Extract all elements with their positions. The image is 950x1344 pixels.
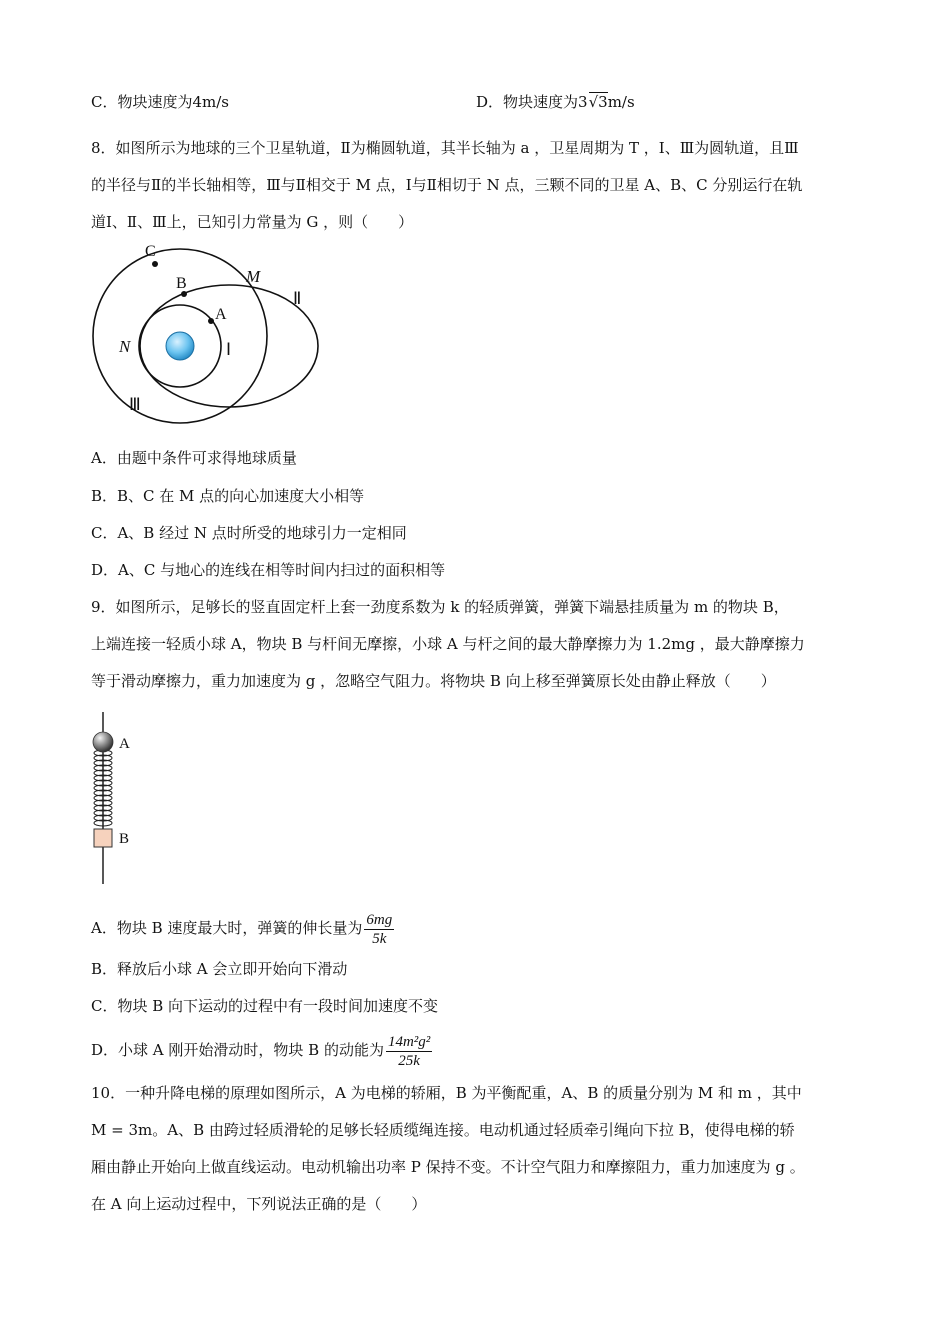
q8-stem-line1: 8．如图所示为地球的三个卫星轨道，Ⅱ为椭圆轨道，其半长轴为 a ，卫星周期为 T ，Ⅰ、Ⅲ为圆轨道，且Ⅲ [91,139,799,157]
q9-option-d [91,1030,434,1070]
q9-option-d-fraction: $\frac{\text{14m²g²}}{25k}$ [387,1033,431,1069]
q8-option-c: C．A、B 经过 N 点时所受的地球引力一定相同 [91,524,407,542]
q10-stem-line1: 10．一种升降电梯的原理如图所示，A 为电梯的轿厢，B 为平衡配重，A、B 的质量分别为 M 和 m ，其中 [91,1084,802,1102]
label-b: B [119,831,130,847]
q8-orbit-figure [86,236,326,436]
label-b: B [176,275,187,292]
q10-stem-line4: 在 A 向上运动过程中，下列说法正确的是（ ） [91,1195,427,1213]
q7-option-d [476,91,635,113]
label-n: N [119,337,131,356]
q8-option-b: B．B、C 在 M 点的向心加速度大小相等 [91,487,365,505]
q9-option-a [91,908,396,948]
q9-stem-line1: 9．如图所示，足够长的竖直固定杆上套一劲度系数为 k 的轻质弹簧，弹簧下端悬挂质量为 m 的物块 B， [91,598,789,616]
q8-stem-line2: 的半径与Ⅱ的半长轴相等，Ⅲ与Ⅱ相交于 M 点，Ⅰ与Ⅱ相切于 N 点，三颗不同的卫星 A、B、C 分别运行在轨 [91,176,803,194]
label-a: A [215,306,227,323]
label-orbit-i: Ⅰ [226,340,232,359]
q9-stem-line3: 等于滑动摩擦力，重力加速度为 g ，忽略空气阻力。将物块 B 向上移至弹簧原长处由静止释放（ ） [91,672,776,690]
q7-option-d-prefix: D．物块速度为3 [476,93,588,111]
q9-spring-figure [86,710,146,888]
q8-option-d: D．A、C 与地心的连线在相等时间内扫过的面积相等 [91,561,446,579]
ball-a [93,732,113,752]
earth-icon [166,332,194,360]
q8-option-a: A．由题中条件可求得地球质量 [91,449,297,467]
block-b [94,829,112,847]
label-orbit-ii: Ⅱ [293,289,302,308]
q8-stem-line3: 道Ⅰ、Ⅱ、Ⅲ上，已知引力常量为 G ，则（ ） [91,213,414,231]
label-a: A [119,736,130,752]
q9-option-a-fraction: $\frac{6mg}{5k}$ [366,911,393,947]
q7-option-c: C．物块速度为4m/s [91,93,229,111]
q9-option-d-text: D．小球 A 刚开始滑动时，物块 B 的动能为 [91,1041,384,1059]
q9-stem-line2: 上端连接一轻质小球 A，物块 B 与杆间无摩擦，小球 A 与杆之间的最大静摩擦力为 1.2mg ，最大静摩擦力 [91,635,805,653]
satellite-a [208,318,214,324]
q9-option-b: B．释放后小球 A 会立即开始向下滑动 [91,960,348,978]
q7-option-d-unit: m/s [607,93,635,111]
satellite-c [152,261,158,267]
q9-option-a-text: A．物块 B 速度最大时，弹簧的伸长量为 [91,919,363,937]
q10-stem-line2: M = 3m。A、B 由跨过轻质滑轮的足够长轻质缆绳连接。电动机通过轻质牵引绳向下拉 B，使得电梯的轿 [91,1121,795,1139]
q10-stem-line3: 厢由静止开始向上做直线运动。电动机输出功率 P 保持不变。不计空气阻力和摩擦阻力，重力加速度为 g 。 [91,1158,805,1176]
label-m: M [246,267,261,286]
label-orbit-iii: Ⅲ [129,395,141,414]
q7-option-d-root: √3 [588,93,608,111]
q9-option-c: C．物块 B 向下运动的过程中有一段时间加速度不变 [91,997,439,1015]
label-c: C [145,243,156,260]
